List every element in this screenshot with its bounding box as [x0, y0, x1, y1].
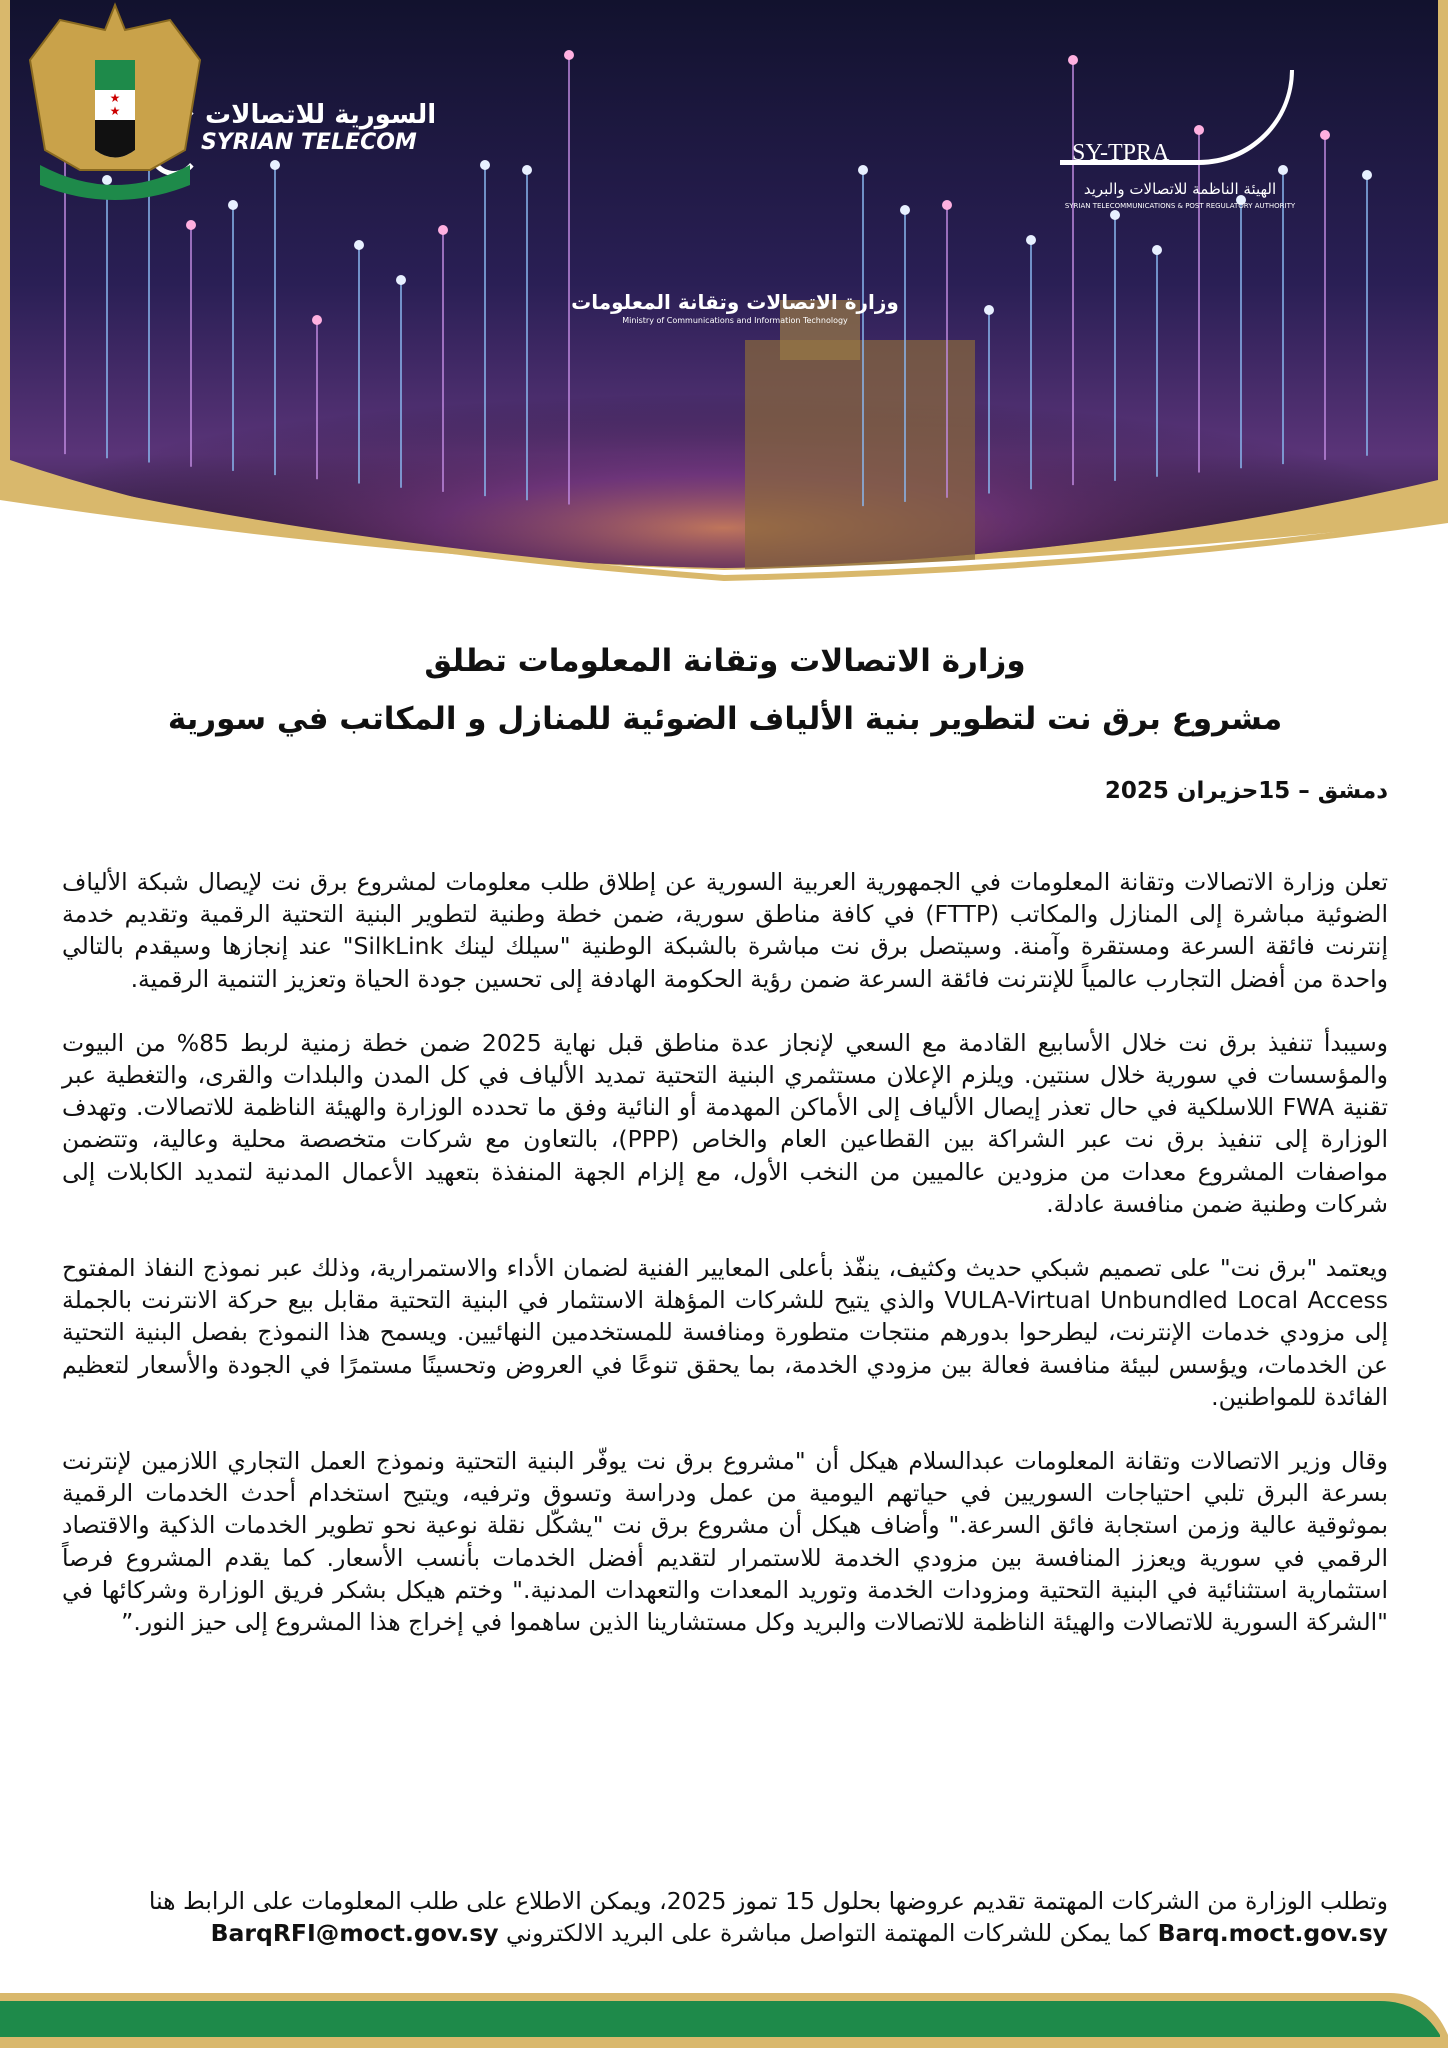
article-body	[62, 866, 1388, 1670]
light-dot	[312, 315, 322, 325]
light-dot	[942, 200, 952, 210]
light-dot	[522, 165, 532, 175]
footer-band	[0, 1985, 1448, 2048]
light-dot	[900, 205, 910, 215]
light-dot	[1068, 55, 1078, 65]
light-dot	[1152, 245, 1162, 255]
light-dot	[984, 305, 994, 315]
light-dot	[270, 160, 280, 170]
light-dot	[1026, 235, 1036, 245]
eagle-emblem-icon	[0, 0, 230, 200]
light-dot	[1320, 130, 1330, 140]
light-dot	[228, 200, 238, 210]
headline-line-1: وزارة الاتصالات وتقانة المعلومات تطلق	[424, 643, 1026, 679]
light-dot	[186, 220, 196, 230]
header-banner: السورية للاتصالات SYRIAN TELECOM ★ ★ وزارة الاتصالات وتقانة المعلومات Ministry of Communications and Information Technology SY-TPRA الهيئة الناظمة للاتصالات والبريد SYRIAN TELECOMMUNICATIONS & POST REGULATORY AUTHORITY	[0, 0, 1448, 600]
building-silhouette	[745, 340, 975, 570]
dateline: دمشق – 15حزيران 2025	[1104, 778, 1388, 804]
light-dot	[396, 275, 406, 285]
paragraph: تعلن وزارة الاتصالات وتقانة المعلومات في الجمهورية العربية السورية عن إطلاق طلب معلومات لمشروع برق نت لإيصال شبكة الألياف الضوئية مباشرة إلى المنازل والمكاتب (FTTP) في كافة مناطق سورية، ضمن خطة وطنية لتطوير البنية التحتية الرقمية وتقديم خدمة إنترنت فائقة السرعة ومستقرة وآمنة. وسيتصل برق نت مباشرة بالشبكة الوطنية "سيلك لينك SilkLink" عند إنجازها وسيقدم بالتالي واحدة من أفضل التجارب عالمياً للإنترنت فائقة السرعة ضمن رؤية الحكومة الهادفة إلى تحسين جودة الحياة وتعزيز التنمية الرقمية.	[62, 868, 1389, 993]
light-dot	[1362, 170, 1372, 180]
headline-line-2: مشروع برق نت لتطوير بنية الألياف الضوئية للمنازل و المكاتب في سورية	[167, 701, 1283, 737]
email-link[interactable]: BarqRFI@moct.gov.sy	[210, 1919, 499, 1948]
light-dot	[438, 225, 448, 235]
light-dot	[1278, 165, 1288, 175]
contact-text: وتطلب الوزارة من الشركات المهتمة تقديم عروضها بحلول 15 تموز 2025، ويمكن الاطلاع على طلب المعلومات على الرابط هنا	[148, 1887, 1388, 1915]
syrian-telecom-logo: السورية للاتصالات SYRIAN TELECOM	[145, 100, 436, 155]
paragraph: وسيبدأ تنفيذ برق نت خلال الأسابيع القادمة مع السعي لإنجاز عدة مناطق قبل نهاية 2025 ضمن خطة زمنية لربط 85% من البيوت والمؤسسات في سورية خلال سنتين. ويلزم الإعلان مستثمري البنية التحتية تمديد الألياف في كل المدن والبلدات والقرى، والتغطية عبر تقنية FWA اللاسلكية في حال تعذر إيصال الألياف إلى الأماكن المهدمة أو النائية وفق ما تحدده الوزارة والهيئة الناظمة للاتصالات. وتهدف الوزارة إلى تنفيذ برق نت عبر الشراكة بين القطاعين العام والخاص (PPP)، بالتعاون مع شركات متخصصة محلية وعالية، وتتضمن مواصفات المشروع معدات من مزودين عالميين من النخب الأول، مع إلزام الجهة المنفذة بتعهيد الأعمال المدنية لتمديد الكابلات إلى شركات وطنية ضمن منافسة عادلة.	[62, 1028, 1388, 1218]
light-dot	[1110, 210, 1120, 220]
light-dot	[354, 240, 364, 250]
paragraph: وقال وزير الاتصالات وتقانة المعلومات عبدالسلام هيكل أن "مشروع برق نت يوفّر البنية التحتية ونموذج العمل التجاري اللازمين لإنترنت بسرعة البرق تلبي احتياجات السوريين في حياتهم اليومية من عمل ودراسة وتسوق وترفيه، ويتيح استخدام أحدث الخدمات الرقمية بموثوقية عالية وزمن استجابة فائق السرعة." وأضاف هيكل أن مشروع برق نت "يشكّل نقلة نوعية نحو تطوير الخدمات الذكية والاقتصاد الرقمي في سورية ويعزز المنافسة بين مزودي الخدمة للاستمرار لتقديم أفضل الخدمات بأنسب الأسعار. كما يقدم المشروع فرصاً استثمارية استثنائية في البنية التحتية ومزودات الخدمة وتوريد المعدات والتعهدات المدنية." وختم هيكل بشكر فريق الوزارة وشركائها في "الشركة السورية للاتصالات والهيئة الناظمة للاتصالات والبريد وكل مستشارينا الذين ساهموا في إخراج هذا المشروع إلى حيز النور.”	[62, 1447, 1388, 1637]
ministry-logo: وزارة الاتصالات وتقانة المعلومات Ministry of Communications and Information Technology	[571, 290, 899, 325]
contact-info	[62, 1885, 1388, 1949]
light-dot	[480, 160, 490, 170]
headline	[62, 632, 1388, 748]
paragraph: ويعتمد "برق نت" على تصميم شبكي حديث وكثيف، ينفّذ بأعلى المعايير الفنية لضمان الأداء والاستمرارية، وذلك عبر نموذج النفاذ المفتوح VULA-Virtual Unbundled Local Access والذي يتيح للشركات المؤهلة الاستثمار في البنية التحتية مقابل بيع حركة الانترنت بالجملة إلى مزودي خدمات الإنترنت، ليطرحوا بدورهم منتجات متطورة ومنافسة للمستخدمين النهائيين. ويسمح هذا النموذج بفصل البنية التحتية عن الخدمات، ويؤسس لبيئة منافسة فعالة بين مزودي الخدمة، بما يحقق تنوعًا في العروض وتحسينًا مستمرًا في الجودة والأسعار لتعظيم الفائدة للمواطنين.	[62, 1254, 1389, 1411]
svg-text:★: ★	[109, 91, 121, 105]
light-dot	[564, 50, 574, 60]
light-dot	[858, 165, 868, 175]
contact-text-2: كما يمكن للشركات المهتمة التواصل مباشرة على البريد الالكتروني	[506, 1919, 1151, 1948]
svg-text:★: ★	[109, 104, 121, 118]
rfi-link[interactable]: Barq.moct.gov.sy	[1157, 1919, 1388, 1948]
